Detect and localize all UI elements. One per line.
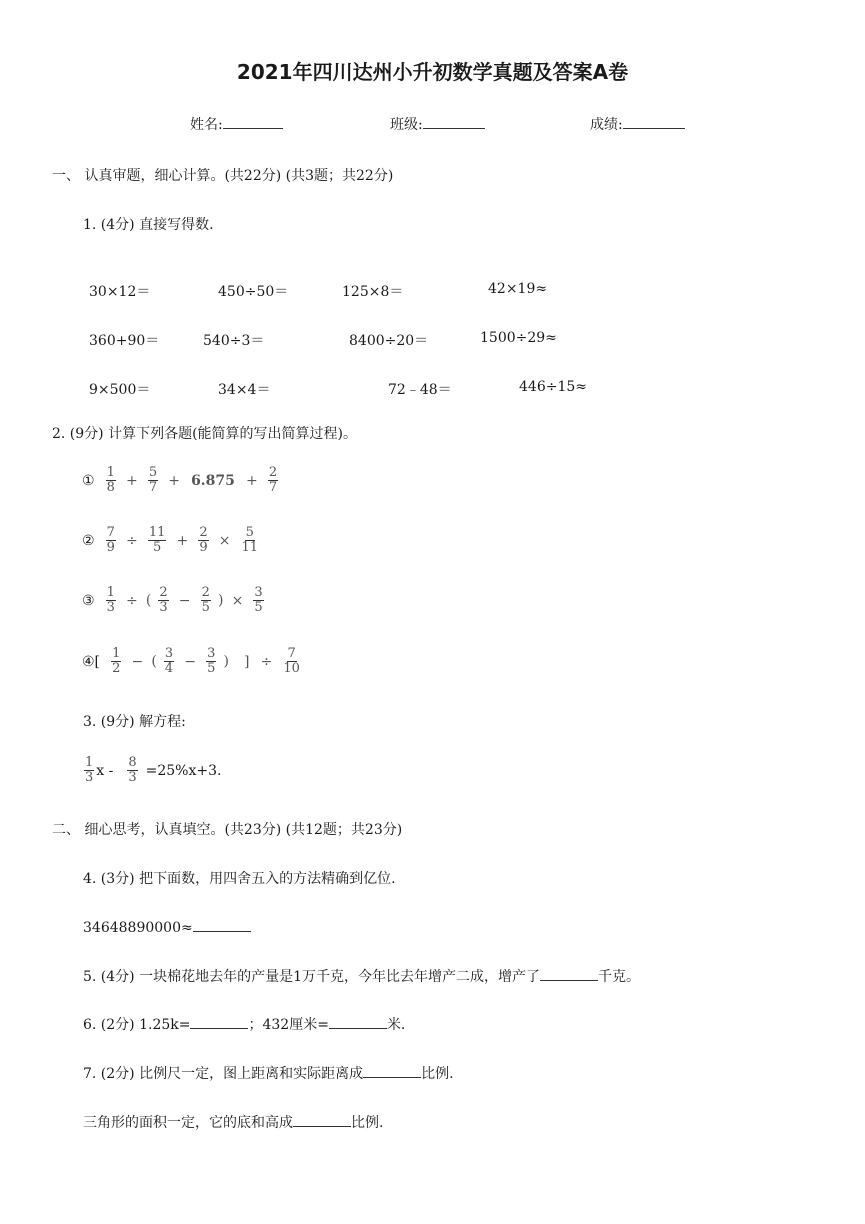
score-field[interactable] [590, 114, 685, 134]
section2-heading: 二、 细心思考，认真填空。(共23分) (共12题；共23分) [52, 822, 403, 838]
fraction: $\frac{7}{10}$ [283, 646, 300, 676]
calc-item: 1500÷29≈ [480, 330, 557, 346]
item-marker: ② [82, 532, 95, 549]
plus-sign: + [176, 532, 189, 549]
decimal-number: 6.875 [191, 472, 235, 489]
minus-sign: − [178, 592, 191, 609]
score-blank[interactable] [623, 114, 685, 129]
calc-item: 540÷3＝ [203, 333, 265, 349]
fraction: $\frac{7}{9}$ [106, 525, 115, 555]
fraction: $\frac{3}{4}$ [164, 646, 174, 676]
section1-heading: 一、 认真审题，细心计算。(共22分) (共3题；共22分) [52, 168, 394, 184]
item-marker: ① [82, 472, 95, 489]
fraction: $\frac{3}{5}$ [207, 646, 216, 676]
q5 [83, 966, 640, 986]
expression-4 [82, 647, 303, 676]
fraction: $\frac{2}{3}$ [159, 585, 168, 615]
calc-item: 30×12＝ [89, 284, 151, 300]
equation-rest: =25%x+3. [145, 762, 222, 779]
q7b [83, 1112, 383, 1132]
name-field[interactable] [190, 114, 283, 134]
calc-item: 450÷50＝ [218, 284, 289, 300]
q6-middle: ；432厘米= [248, 1017, 329, 1033]
expression-2 [82, 526, 261, 555]
class-blank[interactable] [423, 114, 485, 129]
left-paren: ( [145, 592, 152, 609]
answer-blank[interactable] [293, 1112, 351, 1127]
answer-blank[interactable] [190, 1014, 248, 1029]
fraction: $\frac{3}{5}$ [254, 585, 263, 615]
minus-sign: − [131, 653, 144, 670]
q7b-text: 三角形的面积一定，它的底和高成 [83, 1115, 293, 1131]
calc-item: 42×19≈ [488, 281, 548, 297]
right-bracket: ] [244, 653, 250, 670]
divide-sign: ÷ [260, 653, 273, 670]
q1-text: 1. (4分) 直接写得数. [83, 217, 214, 233]
q7-suffix: 比例. [421, 1066, 454, 1082]
equation [82, 756, 224, 785]
q5-text: 5. (4分) 一块棉花地去年的产量是1万千克，今年比去年增产二成，增产了 [83, 969, 540, 985]
fraction: $\frac{11}{5}$ [148, 525, 166, 555]
expression-1 [82, 466, 280, 495]
plus-sign: + [126, 472, 138, 489]
class-field[interactable] [390, 114, 485, 134]
q5-unit: 千克。 [598, 969, 640, 985]
q3-text: 3. (9分) 解方程: [83, 714, 186, 730]
fraction: $\frac{8}{3}$ [128, 755, 137, 785]
divide-sign: ÷ [126, 592, 138, 609]
calc-item: 125×8＝ [342, 284, 404, 300]
minus-sign: − [184, 653, 196, 670]
fraction: $\frac{2}{5}$ [201, 585, 210, 615]
q4-text: 4. (3分) 把下面数，用四舍五入的方法精确到亿位. [83, 871, 396, 887]
class-label: 班级: [390, 117, 423, 133]
q6-unit: 米. [386, 1017, 406, 1033]
equation-x-minus: x - [96, 762, 114, 779]
answer-blank[interactable] [363, 1063, 421, 1078]
q7 [83, 1063, 454, 1083]
fraction: $\frac{5}{11}$ [241, 525, 259, 555]
calc-item: 72﹣48＝ [388, 382, 452, 398]
answer-blank[interactable] [193, 917, 251, 932]
item-marker: ③ [82, 592, 95, 609]
item-marker: ④[ [82, 653, 101, 670]
calc-item: 446÷15≈ [519, 379, 587, 395]
page-title: 2021年四川达州小升初数学真题及答案A卷 [236, 60, 629, 84]
right-paren: ) [223, 653, 229, 670]
q7-text: 7. (2分) 比例尺一定，图上距离和实际距离成 [83, 1066, 364, 1082]
calc-item: 9×500＝ [89, 382, 151, 398]
fraction: $\frac{2}{7}$ [268, 465, 278, 495]
calc-item: 8400÷20＝ [349, 333, 429, 349]
name-blank[interactable] [223, 114, 283, 129]
times-sign: × [231, 592, 244, 609]
fraction: $\frac{2}{9}$ [199, 525, 208, 555]
fraction: $\frac{1}{3}$ [85, 755, 94, 785]
plus-sign: + [168, 472, 180, 489]
times-sign: × [218, 532, 231, 549]
fraction: $\frac{1}{3}$ [106, 585, 115, 615]
name-label: 姓名: [190, 117, 223, 133]
calc-item: 34×4＝ [218, 382, 271, 398]
right-paren: ) [218, 592, 224, 609]
expression-3 [82, 586, 266, 615]
q6-text: 6. (2分) 1.25k= [83, 1017, 191, 1033]
left-paren: ( [151, 653, 157, 670]
q7b-suffix: 比例. [351, 1115, 384, 1131]
q4-expression: 34648890000≈ [83, 920, 193, 936]
score-label: 成绩: [590, 117, 623, 133]
divide-sign: ÷ [126, 532, 138, 549]
plus-sign: + [246, 472, 258, 489]
fraction: $\frac{5}{7}$ [148, 465, 158, 495]
q6 [83, 1014, 405, 1034]
q4-answer [83, 917, 251, 936]
fraction: $\frac{1}{8}$ [106, 465, 115, 495]
fraction: $\frac{1}{2}$ [112, 646, 121, 676]
answer-blank[interactable] [329, 1014, 387, 1029]
q2-text: 2. (9分) 计算下列各题(能简算的写出简算过程)。 [52, 426, 358, 442]
calc-item: 360+90＝ [89, 333, 160, 349]
answer-blank[interactable] [540, 966, 598, 981]
